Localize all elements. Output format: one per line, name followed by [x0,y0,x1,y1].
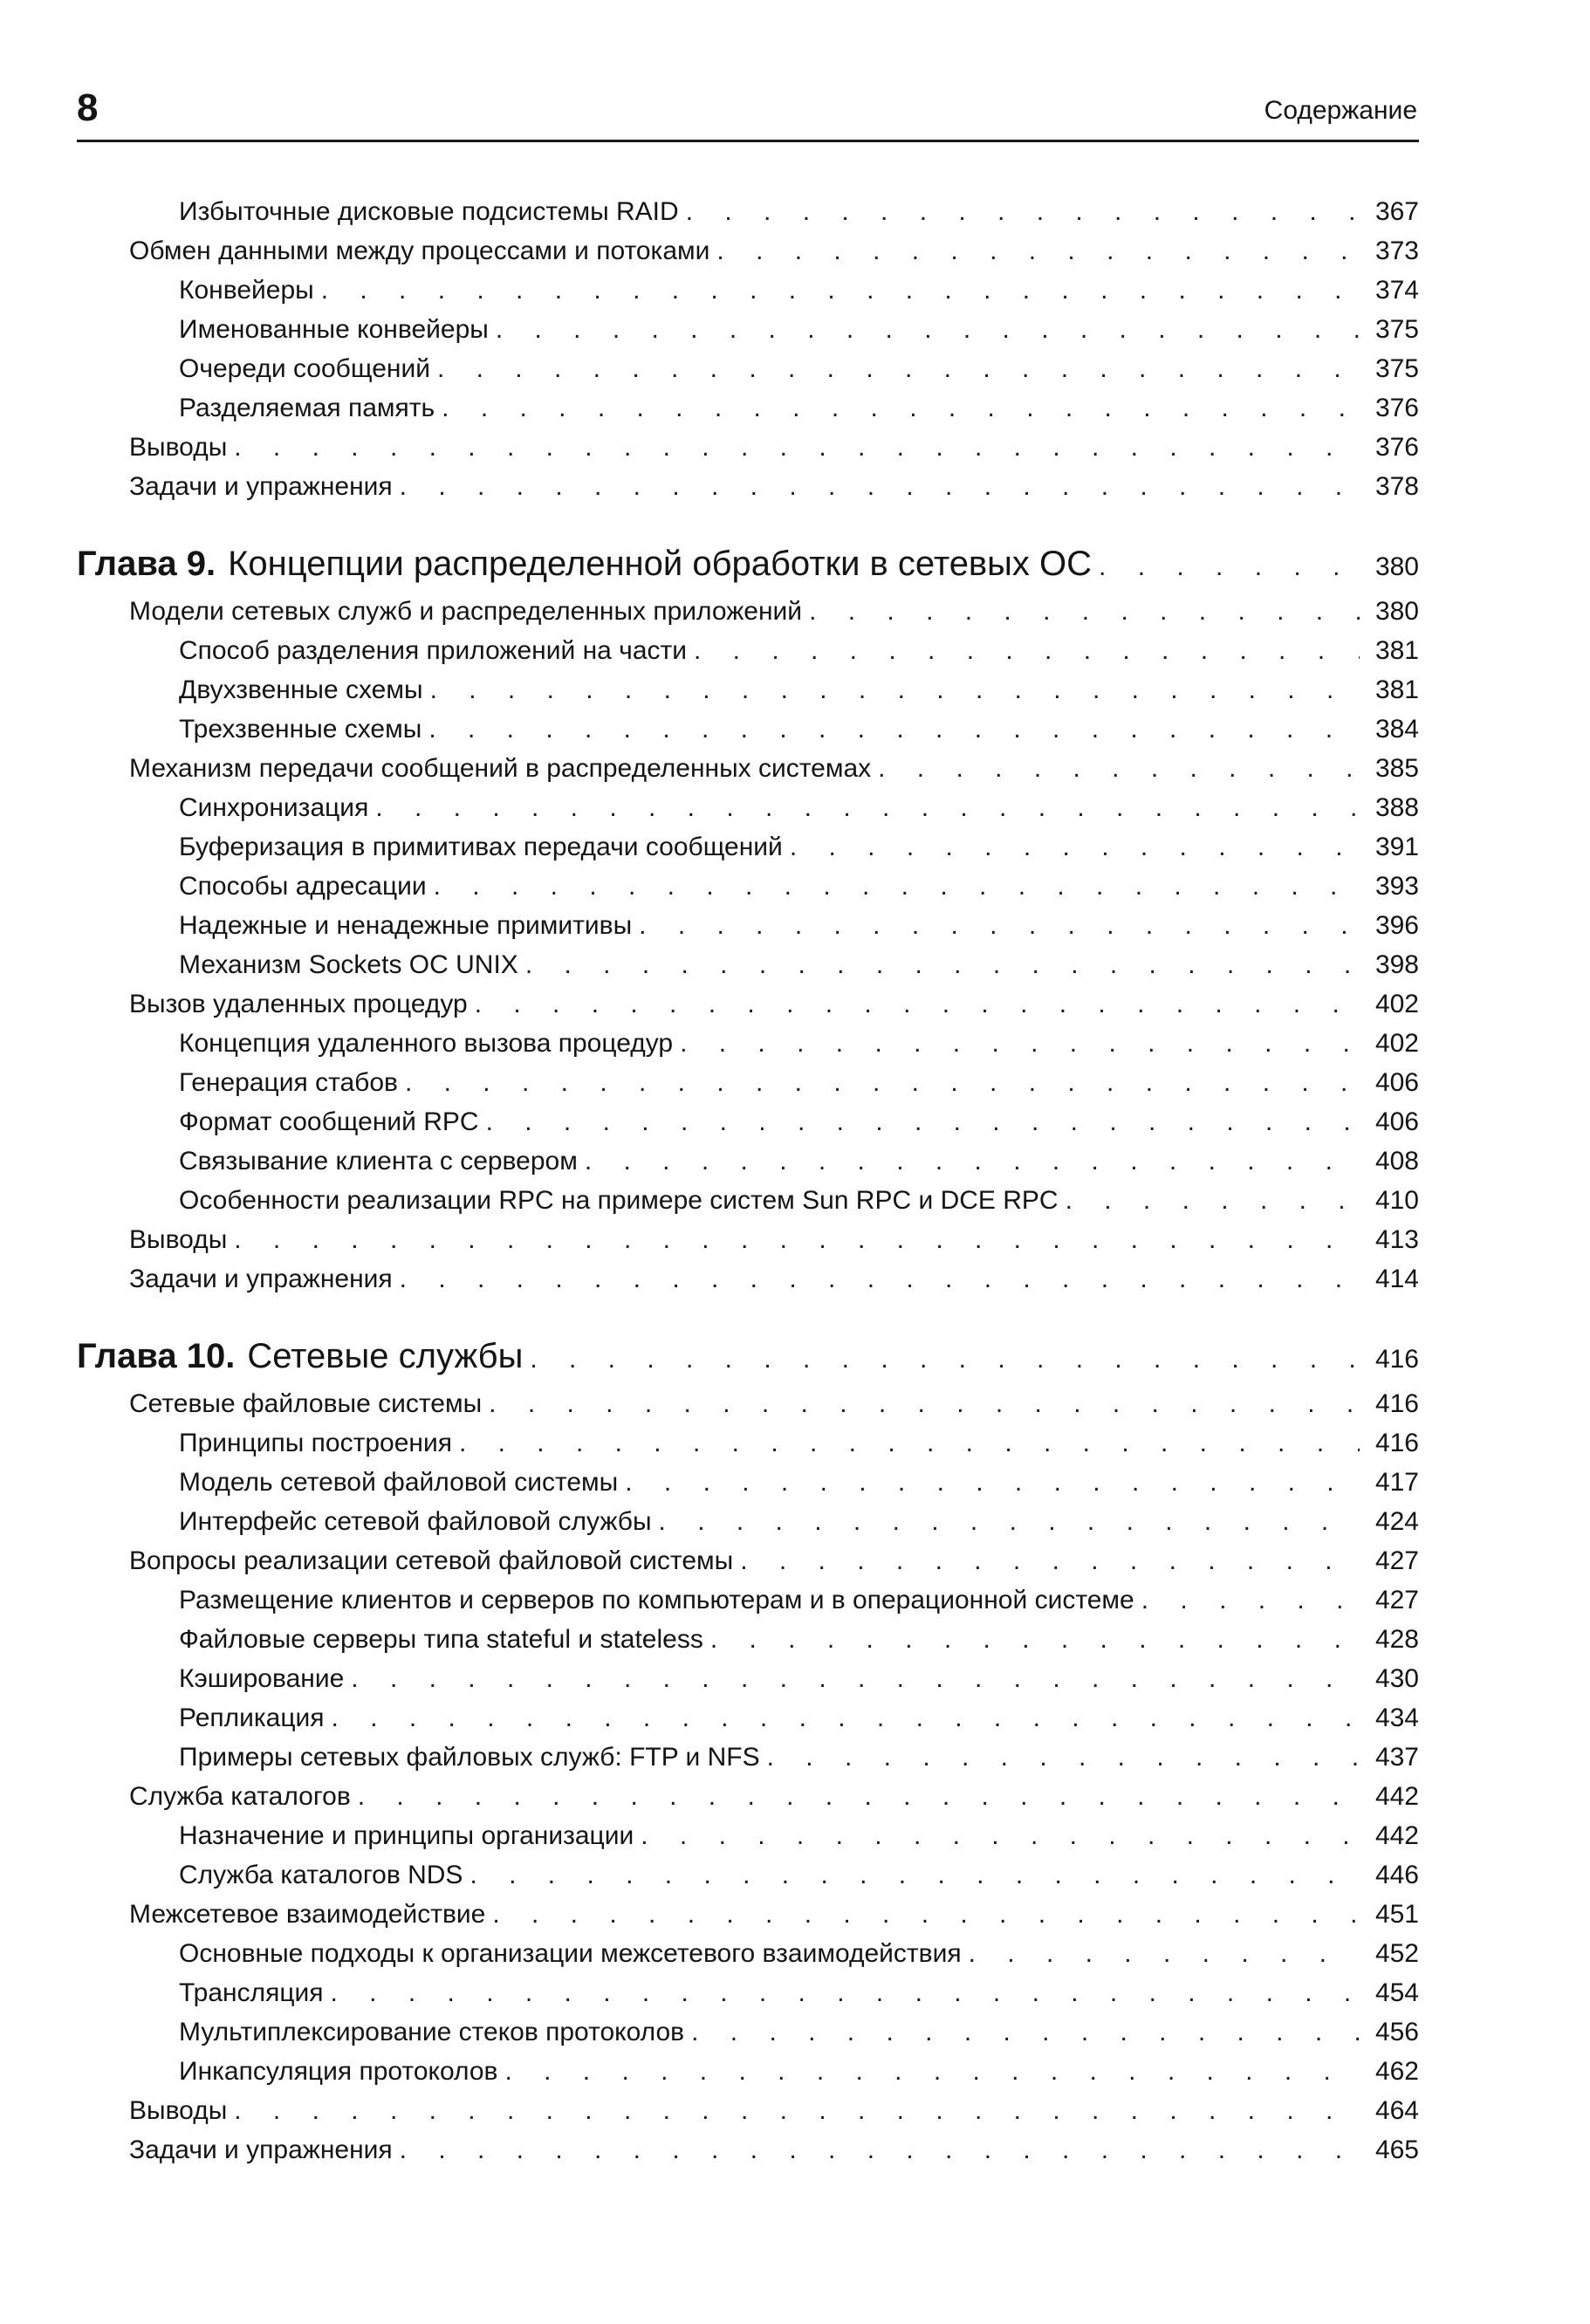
toc-entry [77,271,1419,310]
toc-entry-page: 437 [1374,1743,1419,1772]
dot-leader [434,867,1360,906]
dot-leader [625,1463,1360,1502]
dot-leader [1099,539,1360,595]
toc-entry-title: Двухзвенные схемы [179,675,423,704]
toc-entry-title: Концепция удаленного вызова процедур [179,1029,674,1058]
toc-entry [77,788,1419,827]
toc-entry-page: 381 [1374,636,1419,665]
toc-entry [77,1259,1419,1299]
toc-entry-title: Задачи и упражнения [129,1265,393,1293]
toc-entry-page: 413 [1374,1225,1419,1254]
toc-entry-page: 380 [1374,552,1419,581]
toc-entry-title: Способ разделения приложений на части [179,636,687,665]
running-head: Содержание [1264,96,1417,125]
toc-entry-page: 410 [1374,1186,1419,1215]
toc-entry [77,1502,1419,1541]
toc-entry-title: Интерфейс сетевой файловой службы [179,1507,652,1536]
dot-leader [489,1384,1360,1423]
toc-entry-page: 402 [1374,1029,1419,1058]
dot-leader [504,2052,1360,2091]
dot-leader [639,906,1360,945]
toc-entry [77,1384,1419,1423]
toc-entry-page: 378 [1374,472,1419,501]
toc-entry-title: Вопросы реализации сетевой файловой системы [129,1546,734,1575]
toc-entry-page: 385 [1374,754,1419,783]
toc-entry-page: 452 [1374,1939,1419,1968]
toc-entry [77,1463,1419,1502]
toc-entry-title: Служба каталогов NDS [179,1861,463,1889]
toc-entry [77,670,1419,710]
dot-leader [234,1220,1360,1259]
chapter-label: Глава 10. [77,1337,236,1375]
toc-entry [77,945,1419,984]
toc-entry-title: Сетевые файловые системы [129,1389,483,1418]
toc-entry [77,1580,1419,1620]
dot-leader [525,945,1360,984]
toc-entry-title: Именованные конвейеры [179,315,489,344]
page-header [77,87,1419,142]
toc-entry-title: Модели сетевых служб и распределенных приложений [129,597,803,626]
toc-entry-page: 373 [1374,237,1419,265]
toc-entry-page: 376 [1374,394,1419,422]
toc-entry [77,1777,1419,1816]
toc-entry-title: Обмен данными между процессами и потоками [129,237,710,265]
toc-entry [77,428,1419,467]
toc-entry-page: 384 [1374,715,1419,744]
toc-entry-page: 434 [1374,1704,1419,1732]
toc-entry-title: Разделяемая память [179,394,435,422]
toc-entry-page: 376 [1374,433,1419,462]
toc-entry [77,1934,1419,1973]
toc-entry-title: Механизм Sockets ОС UNIX [179,950,518,979]
toc-entry [77,1024,1419,1063]
toc-entry-title: Механизм передачи сообщений в распределенных системах [129,754,872,783]
toc-entry [77,631,1419,670]
toc-entry-title: Служба каталогов [129,1782,351,1811]
toc-entry [77,192,1419,231]
dot-leader [878,749,1360,788]
toc-entry-title: Выводы [129,2096,228,2125]
toc-entry-title: Концепции распределенной обработки в сетевых ОС [228,545,1093,583]
dot-leader [437,349,1360,388]
dot-leader [1141,1580,1360,1620]
toc-entry-title: Вызов удаленных процедур [129,990,468,1018]
toc-entry [77,592,1419,631]
toc-entry [77,388,1419,428]
toc-entry [77,467,1419,506]
toc-entry [77,231,1419,271]
toc-entry-title: Выводы [129,1225,228,1254]
dot-leader [442,388,1360,428]
dot-leader [969,1934,1360,1973]
dot-leader [492,1895,1360,1934]
toc-entry [77,310,1419,349]
dot-leader [400,467,1360,506]
toc-entry-page: 398 [1374,950,1419,979]
toc-entry [77,827,1419,867]
dot-leader [641,1816,1360,1855]
dot-leader [716,231,1360,271]
dot-leader [691,2012,1360,2052]
toc-entry-title: Размещение клиентов и серверов по компьютерам и в операционной системе [179,1586,1134,1614]
toc-entry-title: Формат сообщений RPC [179,1107,479,1136]
toc-entry-title: Трехзвенные схемы [179,715,422,744]
toc-entry-page: 462 [1374,2057,1419,2086]
toc-entry [77,867,1419,906]
dot-leader [459,1423,1360,1463]
dot-leader [375,788,1360,827]
toc-entry-title: Мультиплексирование стеков протоколов [179,2018,685,2046]
toc-entry [77,984,1419,1024]
toc-entry-page: 464 [1374,2096,1419,2125]
toc-entry-title: Примеры сетевых файловых служб: FTP и NFS [179,1743,760,1772]
toc-entry-page: 446 [1374,1861,1419,1889]
toc-entry [77,2052,1419,2091]
chapter-label: Глава 9. [77,545,216,583]
dot-leader [331,1973,1360,2012]
toc-entry-page: 396 [1374,911,1419,940]
toc-entry-page: 416 [1374,1429,1419,1457]
dot-leader [530,1332,1360,1388]
dot-leader [585,1141,1360,1181]
table-of-contents [77,192,1419,2170]
toc-entry [77,1063,1419,1102]
toc-entry-title: Избыточные дисковые подсистемы RAID [179,197,679,226]
toc-entry-page: 388 [1374,793,1419,822]
toc-entry-page: 416 [1374,1345,1419,1374]
toc-entry [77,1738,1419,1777]
toc-entry [77,749,1419,788]
toc-entry-title: Репликация [179,1704,325,1732]
toc-entry-title: Синхронизация [179,793,369,822]
toc-entry-page: 427 [1374,1546,1419,1575]
dot-leader [234,428,1360,467]
toc-entry-title: Генерация стабов [179,1068,398,1097]
toc-entry-page: 430 [1374,1664,1419,1693]
toc-entry-title: Задачи и упражнения [129,2135,393,2164]
toc-entry-title: Надежные и ненадежные примитивы [179,911,633,940]
toc-entry [77,1973,1419,2012]
toc-entry-page: 380 [1374,597,1419,626]
toc-entry [77,1698,1419,1738]
toc-entry-page: 442 [1374,1821,1419,1850]
dot-leader [400,1259,1360,1299]
toc-entry-title: Способы адресации [179,872,427,901]
dot-leader [496,310,1360,349]
dot-leader [351,1659,1360,1698]
toc-entry-page: 465 [1374,2135,1419,2164]
dot-leader [710,1620,1360,1659]
toc-entry [77,906,1419,945]
dot-leader [790,827,1360,867]
dot-leader [321,271,1360,310]
toc-entry-title: Связывание клиента с сервером [179,1147,578,1176]
dot-leader [430,670,1360,710]
toc-entry-title: Конвейеры [179,276,314,305]
toc-entry [77,1620,1419,1659]
toc-entry [77,2012,1419,2052]
toc-entry-page: 442 [1374,1782,1419,1811]
toc-entry [77,1102,1419,1141]
dot-leader [809,592,1360,631]
toc-entry [77,1141,1419,1181]
dot-leader [740,1541,1360,1580]
dot-leader [469,1855,1360,1895]
toc-entry-page: 391 [1374,833,1419,861]
toc-entry-page: 375 [1374,315,1419,344]
toc-entry-page: 416 [1374,1389,1419,1418]
toc-entry-title: Модель сетевой файловой системы [179,1468,619,1497]
toc-entry-title: Буферизация в примитивах передачи сообщений [179,833,783,861]
toc-entry-title: Инкапсуляция протоколов [179,2057,498,2086]
dot-leader [475,984,1360,1024]
toc-entry [77,1816,1419,1855]
dot-leader [332,1698,1360,1738]
dot-leader [767,1738,1360,1777]
dot-leader [694,631,1360,670]
toc-entry-title: Сетевые службы [247,1337,524,1375]
toc-entry-page: 374 [1374,276,1419,305]
dot-leader [659,1502,1360,1541]
toc-entry [77,349,1419,388]
toc-entry [77,1181,1419,1220]
toc-chapter-entry [77,536,1419,592]
dot-leader [400,2130,1360,2170]
toc-entry-page: 428 [1374,1625,1419,1654]
dot-leader [405,1063,1360,1102]
toc-entry [77,1855,1419,1895]
toc-entry-page: 381 [1374,675,1419,704]
toc-entry-page: 454 [1374,1978,1419,2007]
dot-leader [686,192,1360,231]
toc-entry-title: Файловые серверы типа stateful и stateless [179,1625,703,1654]
dot-leader [428,710,1360,749]
toc-entry-page: 402 [1374,990,1419,1018]
toc-entry-page: 456 [1374,2018,1419,2046]
page-number: 8 [77,86,99,129]
toc-entry-page: 406 [1374,1068,1419,1097]
toc-entry [77,2091,1419,2130]
toc-entry-page: 393 [1374,872,1419,901]
dot-leader [486,1102,1360,1141]
toc-entry-page: 406 [1374,1107,1419,1136]
toc-entry-title: Межсетевое взаимодействие [129,1900,486,1929]
toc-entry-title: Трансляция [179,1978,324,2007]
toc-entry [77,1541,1419,1580]
toc-entry-title: Принципы построения [179,1429,452,1457]
toc-entry-page: 367 [1374,197,1419,226]
toc-entry [77,1423,1419,1463]
toc-entry [77,1220,1419,1259]
toc-entry-title: Очереди сообщений [179,354,430,383]
toc-entry-page: 424 [1374,1507,1419,1536]
toc-entry-page: 414 [1374,1265,1419,1293]
toc-entry [77,710,1419,749]
toc-entry [77,1659,1419,1698]
toc-entry [77,1895,1419,1934]
toc-entry-title: Назначение и принципы организации [179,1821,634,1850]
toc-entry-title: Основные подходы к организации межсетевого взаимодействия [179,1939,962,1968]
toc-entry [77,2130,1419,2170]
dot-leader [358,1777,1360,1816]
toc-entry-title: Задачи и упражнения [129,472,393,501]
toc-entry-page: 408 [1374,1147,1419,1176]
toc-chapter-entry [77,1328,1419,1384]
dot-leader [680,1024,1360,1063]
toc-entry-page: 375 [1374,354,1419,383]
toc-entry-page: 427 [1374,1586,1419,1614]
toc-entry-title: Особенности реализации RPC на примере систем Sun RPC и DCE RPC [179,1186,1059,1215]
toc-entry-title: Кэширование [179,1664,345,1693]
toc-entry-title: Выводы [129,433,228,462]
toc-entry-page: 417 [1374,1468,1419,1497]
dot-leader [1066,1181,1360,1220]
dot-leader [234,2091,1360,2130]
toc-entry-page: 451 [1374,1900,1419,1929]
